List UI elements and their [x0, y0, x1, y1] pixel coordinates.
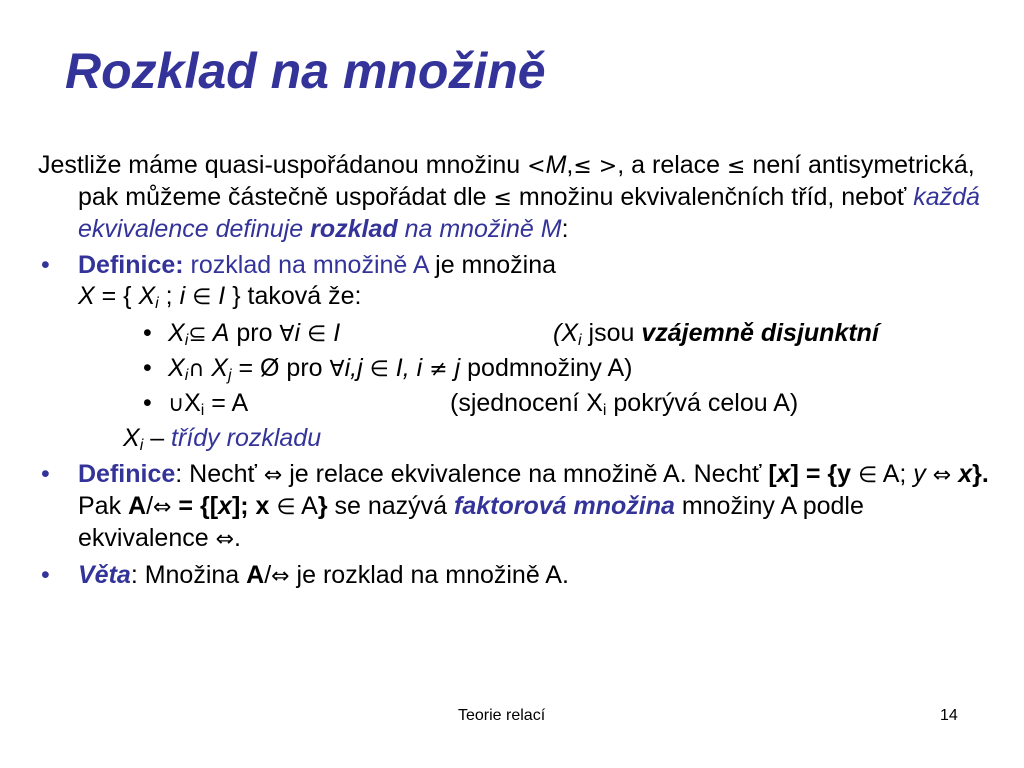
page-number: 14: [940, 707, 958, 724]
subscript-j: j: [227, 367, 232, 384]
var-x: x: [958, 460, 973, 488]
factor-mid: ]; x: [231, 492, 277, 520]
intro-text-3: není antisymetrická, pak můžeme částečně uspořádat dle: [78, 151, 975, 211]
sub-bullet-left: [168, 388, 248, 420]
subscript-i: i: [602, 402, 607, 419]
angle-open: <: [527, 154, 546, 179]
factor-open: = {[: [171, 492, 219, 520]
bullet-dot: •: [41, 251, 50, 279]
intro-paragraph: [38, 150, 998, 245]
note-tail: podmnožiny A): [460, 354, 633, 382]
var-x: X: [123, 424, 140, 452]
var-x: X: [184, 389, 201, 417]
note-open: (sjednocení X: [450, 389, 603, 417]
intro-text-2: , a relace: [617, 151, 728, 179]
slide-title: Rozklad na množině: [65, 43, 546, 99]
set-m: M: [545, 151, 567, 179]
bullet-dot: •: [41, 561, 50, 589]
var-y: y: [913, 460, 926, 488]
subscript-i: i: [200, 402, 205, 419]
leq-symbol: ≤: [727, 154, 746, 179]
slide-content: [38, 150, 998, 597]
equivalence-symbol: ⇔: [215, 527, 235, 552]
union-symbol: ∪: [168, 392, 185, 417]
class-def: ] = {y: [790, 460, 858, 488]
set-eq: = {: [94, 282, 139, 310]
var-x: X: [168, 354, 185, 382]
angle-close: >: [591, 154, 618, 179]
set-x: X: [78, 282, 95, 310]
bullet-definice-rozklad: [38, 250, 998, 313]
note-text: pokrývá celou A): [606, 389, 799, 417]
set-tail: taková že:: [240, 282, 362, 310]
forall-symbol: ∀: [329, 357, 345, 382]
period: .: [234, 524, 241, 552]
factor-set-term: faktorová množina: [454, 492, 675, 520]
index-set-i: I: [218, 282, 226, 310]
subscript-i: i: [155, 295, 159, 312]
sub-bullet-dot: •: [143, 319, 152, 347]
var-a: A: [128, 492, 147, 520]
bullet-definice-faktorova: [38, 459, 998, 555]
bullet-dot: •: [41, 460, 50, 488]
index-i: i: [179, 282, 186, 310]
note-open: (X: [553, 319, 578, 347]
leq-symbol: ≤: [573, 154, 592, 179]
subscript-i: i: [139, 437, 144, 454]
veta-text-1: : Množina: [130, 561, 247, 589]
equals-a: = A: [204, 389, 249, 417]
sub-bullet-right: [553, 318, 879, 349]
def2-text-4: Pak: [78, 492, 129, 520]
bullet-veta: [38, 560, 998, 592]
not-equal-symbol: ≠: [422, 357, 455, 382]
footer-title: Teorie relací: [458, 707, 546, 724]
equivalence-symbol: ⇔: [153, 495, 172, 520]
set-definition: [78, 281, 998, 313]
veta-text-2: je rozklad na množině A.: [289, 561, 569, 589]
subscript-i: i: [184, 367, 189, 384]
equivalence-symbol: ⇔: [925, 463, 959, 488]
index-j: j: [454, 354, 461, 382]
intersection-symbol: ∩: [188, 357, 205, 382]
def2-text-5: A: [295, 492, 318, 520]
colon: :: [561, 215, 569, 243]
intro-text-1: Jestliže máme quasi-uspořádanou množinu: [38, 151, 528, 179]
intro-emphasis-rozklad: rozklad: [310, 215, 398, 243]
element-of-symbol: ∈: [300, 322, 334, 347]
dash: –: [143, 424, 172, 452]
word-pro: pro: [229, 319, 280, 347]
element-of-symbol: ∈: [185, 285, 219, 310]
sub-bullet-disjoint: [38, 353, 998, 388]
def2-text-3: A;: [877, 460, 914, 488]
set-close: }: [225, 282, 241, 310]
sub-bullet-dot: •: [143, 354, 152, 382]
equivalence-symbol: ⇔: [271, 564, 290, 589]
classes-line: [38, 423, 998, 459]
semicolon: ;: [158, 282, 180, 310]
sub-bullet-text: [168, 353, 633, 385]
var-x: X: [168, 319, 185, 347]
sub-bullet-dot: •: [143, 389, 152, 417]
definition-label: Definice: [78, 460, 176, 488]
equals-empty: = Ø pro: [231, 354, 330, 382]
element-of-symbol: ∈: [276, 495, 296, 520]
index-set-i: I: [333, 319, 341, 347]
note-text: jsou: [581, 319, 642, 347]
def2-text-6: se nazývá: [327, 492, 454, 520]
bracket-open: [: [768, 460, 777, 488]
def2-text-1: : Nechť: [175, 460, 264, 488]
intro-text-4: množinu ekvivalenčních tříd, neboť: [511, 183, 914, 211]
var-a: A: [206, 319, 230, 347]
note-bold: vzájemně disjunktní: [641, 319, 879, 347]
subseteq-symbol: ⊆: [188, 322, 207, 347]
definition-label: Definice:: [78, 251, 184, 279]
class-close: }.: [972, 460, 989, 488]
leq-symbol: ≤: [493, 186, 512, 211]
sub-bullet-union: [38, 388, 998, 423]
element-of-symbol: ∈: [362, 357, 396, 382]
comma: ,: [566, 151, 574, 179]
var-x: X: [204, 354, 228, 382]
def2-text-2: je relace ekvivalence na množině A. Nechť: [282, 460, 769, 488]
var-x: x: [218, 492, 232, 520]
index-set-rest: I, i: [395, 354, 423, 382]
sub-bullet-left: [168, 318, 340, 350]
forall-symbol: ∀: [279, 322, 295, 347]
sub-bullet-right: [450, 388, 798, 419]
subscript-i: i: [578, 332, 582, 349]
slash: /: [146, 492, 154, 520]
equivalence-symbol: ⇔: [263, 463, 283, 488]
def2-text-7: množiny A podle ekvivalence: [78, 492, 864, 552]
definition-text: je množina: [428, 251, 557, 279]
slash: /: [264, 561, 272, 589]
factor-close: }: [317, 492, 328, 520]
indices-ij: i,j: [344, 354, 363, 382]
index-i: i: [294, 319, 301, 347]
intro-emphasis-1: každá ekvivalence definuje: [78, 183, 980, 243]
set-xi: X: [138, 282, 156, 310]
sub-bullet-subset: [38, 318, 998, 353]
theorem-label: Věta: [78, 561, 131, 589]
var-a: A: [246, 561, 265, 589]
element-of-symbol: ∈: [857, 463, 878, 488]
intro-emphasis-3: na množině: [397, 215, 541, 243]
intro-emphasis-m: M: [540, 215, 562, 243]
subscript-i: i: [184, 332, 189, 349]
var-x: x: [776, 460, 791, 488]
classes-term: třídy rozkladu: [171, 424, 322, 452]
definition-term: rozklad na množině A: [183, 251, 429, 279]
